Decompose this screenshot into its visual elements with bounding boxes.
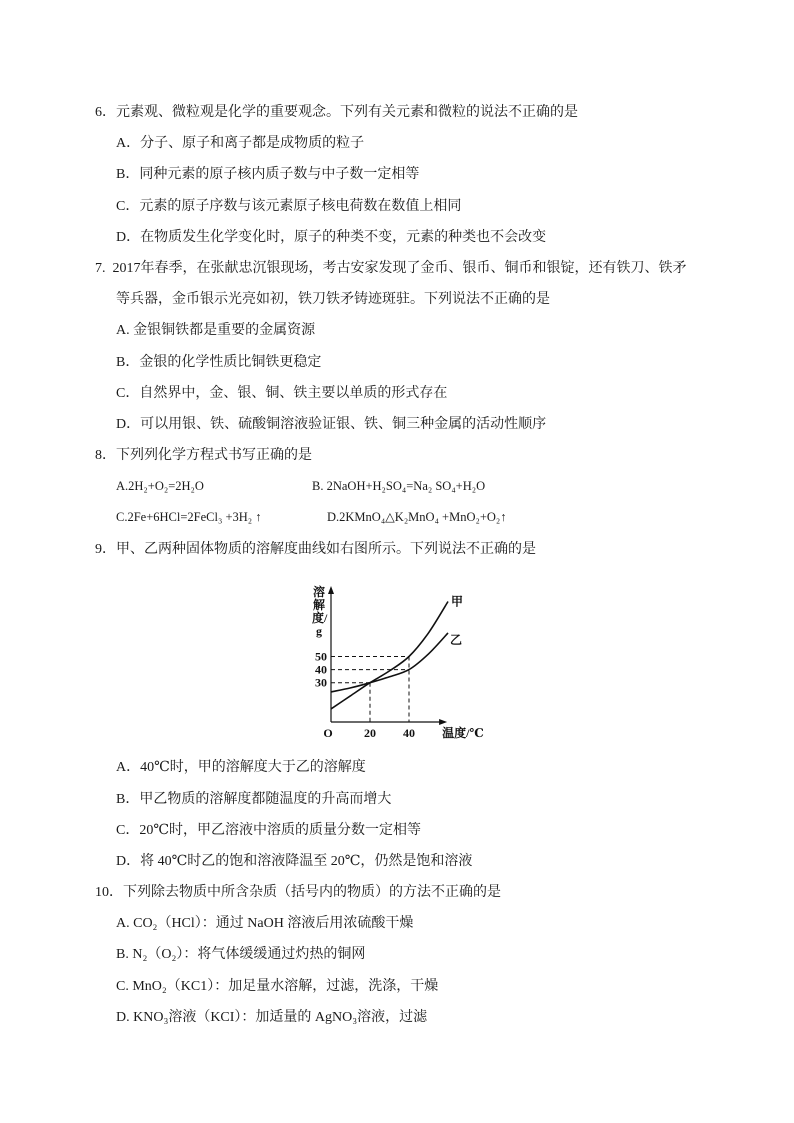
y-tick-label-50: 50 [315,649,327,664]
q10-option-b: B. N₂（O₂）：将气体缓缓通过灼热的铜网 [116,947,366,963]
q8-options-row-1 [0,471,794,502]
y-axis-label: 溶解度/g [312,584,328,638]
q9-option-c: C．20℃时，甲乙溶液中溶质的质量分数一定相等 [116,822,421,838]
q9-option-d: D．将 40℃时乙的饱和溶液降温至 20℃，仍然是饱和溶液 [116,853,473,869]
q9-option-a: A．40℃时，甲的溶解度大于乙的溶解度 [116,760,366,776]
q7-stem-line-1: 7. 2017年春季，在张献忠沉银现场，考古安家发现了金币、银币、铜币和银锭，还有铁刀、铁矛 [95,260,687,276]
y-axis-arrow [328,586,334,594]
q10-option-d: D. KNO₃溶液（KCI）：加适量的 AgNO₃溶液，过滤 [116,1009,428,1025]
q8-option-d: D.2KMnO₄△K₂MnO₄ +MnO₂+O₂↑ [327,510,507,525]
solubility-chart [0,565,794,753]
y-tick-label-30: 30 [315,675,327,690]
x-tick-label-40: 40 [403,725,415,740]
q9-stem: 9．甲、乙两种固体物质的溶解度曲线如右图所示。下列说法不正确的是 [95,541,536,557]
q6-option-c: C．元素的原子序数与该元素原子核电荷数在数值上相同 [116,198,462,214]
series-yi-label: 乙 [450,632,463,647]
q10-option-a: A. CO₂（HCl）：通过 NaOH 溶液后用浓硫酸干燥 [116,916,414,932]
q8-stem: 8．下列列化学方程式书写正确的是 [95,448,312,464]
series-jia-curve [331,601,448,708]
q6-stem: 6．元素观、微粒观是化学的重要观念。下列有关元素和微粒的说法不正确的是 [95,105,578,120]
q10-stem: 10．下列除去物质中所含杂质（括号内的物质）的方法不正确的是 [95,885,501,901]
origin-label: O [323,725,333,740]
q7-option-b: B．金银的化学性质比铜铁更稳定 [116,354,322,370]
y-tick-label-40: 40 [315,662,327,677]
solubility-chart-svg [0,565,794,753]
x-axis-arrow [439,719,447,725]
q8-options-row-2 [0,502,794,533]
q6-option-d: D．在物质发生化学变化时，原子的种类不变，元素的种类也不会改变 [116,229,547,245]
q8-option-a: A.2H₂+O₂=2H₂O [116,479,204,494]
q6-option-b: B．同种元素的原子核内质子数与中子数一定相等 [116,167,420,183]
q6-option-a: A．分子、原子和离子都是成物质的粒子 [116,136,365,152]
x-axis-label: 温度/℃ [442,725,484,740]
q7-option-d: D．可以用银、铁、硫酸铜溶液验证银、铁、铜三种金属的活动性顺序 [116,416,547,432]
q8-option-c: C.2Fe+6HCl=2FeCl₃ +3H₂ ↑ [116,510,262,525]
series-jia-label: 甲 [451,594,464,609]
q7-option-c: C．自然界中，金、银、铜、铁主要以单质的形式存在 [116,385,448,401]
x-tick-label-20: 20 [364,725,376,740]
q10-option-c: C. MnO₂（KC1）：加足量水溶解，过滤，洗涤，干燥 [116,978,439,994]
q7-stem-line-2: 等兵器，金币银示光亮如初，铁刀铁矛铸迹斑驻。下列说法不正确的是 [116,292,550,308]
q7-option-a: A. 金银铜铁都是重要的金属资源 [116,323,316,339]
q9-option-b: B．甲乙物质的溶解度都随温度的升高而增大 [116,791,392,807]
exam-content [0,97,794,1033]
q8-option-b: B. 2NaOH+H₂SO₄=Na₂ SO₄+H₂O [312,479,486,494]
